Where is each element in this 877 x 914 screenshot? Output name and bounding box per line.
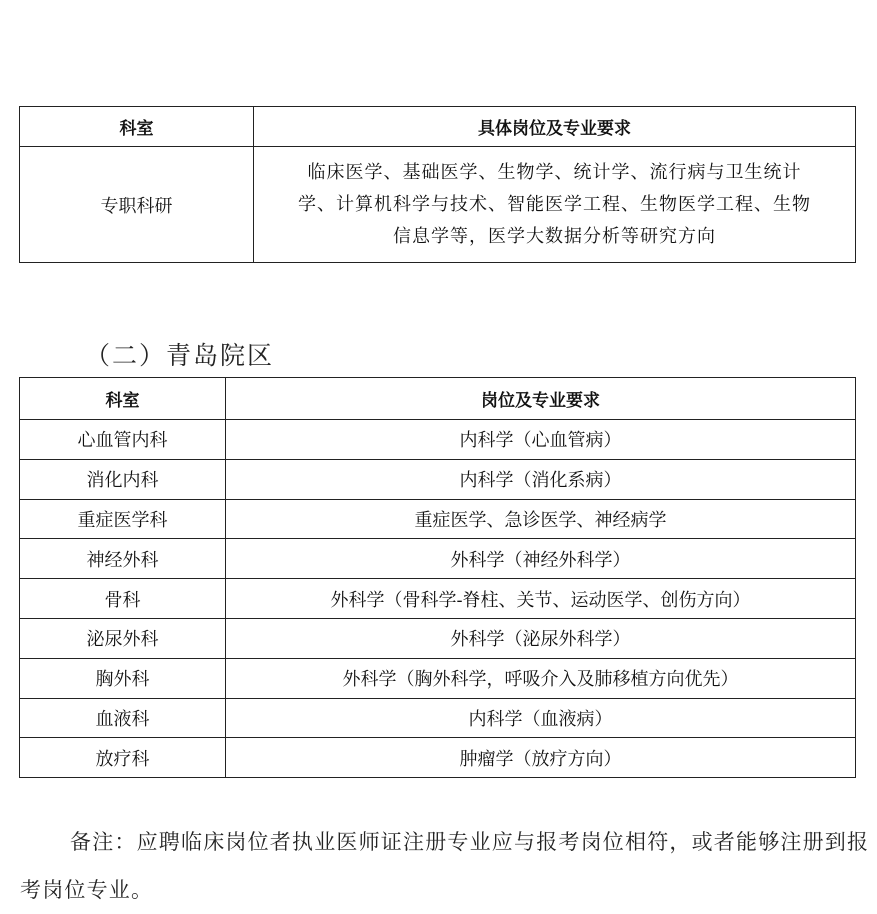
table-header-row [20, 378, 856, 420]
requirements-line: 信息学等，医学大数据分析等研究方向 [393, 225, 716, 247]
requirements-cell: 外科学（泌尿外科学） [226, 618, 856, 658]
column-header-requirements: 具体岗位及专业要求 [254, 107, 856, 147]
department-cell: 心血管内科 [20, 420, 226, 460]
table-row [20, 459, 856, 499]
column-header-department: 科室 [20, 107, 254, 147]
requirements-cell: 内科学（心血管病） [226, 420, 856, 460]
requirements-cell: 外科学（胸外科学，呼吸介入及肺移植方向优先） [226, 658, 856, 698]
table-row [20, 539, 856, 579]
requirements-line: 临床医学、基础医学、生物学、统计学、流行病与卫生统计 [307, 161, 802, 183]
table-row [20, 420, 856, 460]
requirements-cell: 内科学（消化系病） [226, 459, 856, 499]
department-cell: 血液科 [20, 698, 226, 738]
requirements-cell: 外科学（骨科学-脊柱、关节、运动医学、创伤方向） [226, 579, 856, 619]
department-cell: 骨科 [20, 579, 226, 619]
requirements-line: 学、计算机科学与技术、智能医学工程、生物医学工程、生物 [298, 193, 811, 215]
table-row [20, 738, 856, 778]
column-header-department: 科室 [20, 378, 226, 420]
table-row [20, 499, 856, 539]
research-position-table [19, 106, 856, 263]
note-text: 备注：应聘临床岗位者执业医师证注册专业应与报考岗位相符，或者能够注册到报考岗位专业。 [20, 830, 870, 902]
requirements-cell [254, 147, 856, 263]
table-row [20, 147, 856, 263]
table-row [20, 658, 856, 698]
requirements-cell: 外科学（神经外科学） [226, 539, 856, 579]
section-title: （二）青岛院区 [85, 341, 275, 370]
requirements-cell: 重症医学、急诊医学、神经病学 [226, 499, 856, 539]
department-cell: 消化内科 [20, 459, 226, 499]
department-cell: 泌尿外科 [20, 618, 226, 658]
requirements-cell: 内科学（血液病） [226, 698, 856, 738]
column-header-requirements: 岗位及专业要求 [226, 378, 856, 420]
department-cell: 专职科研 [20, 147, 254, 263]
table-row [20, 579, 856, 619]
table-row [20, 618, 856, 658]
table-header-row [20, 107, 856, 147]
department-cell: 重症医学科 [20, 499, 226, 539]
requirements-cell: 肿瘤学（放疗方向） [226, 738, 856, 778]
department-cell: 神经外科 [20, 539, 226, 579]
table-body [20, 420, 856, 778]
department-cell: 胸外科 [20, 658, 226, 698]
table-row [20, 698, 856, 738]
qingdao-campus-table [19, 377, 856, 778]
department-cell: 放疗科 [20, 738, 226, 778]
